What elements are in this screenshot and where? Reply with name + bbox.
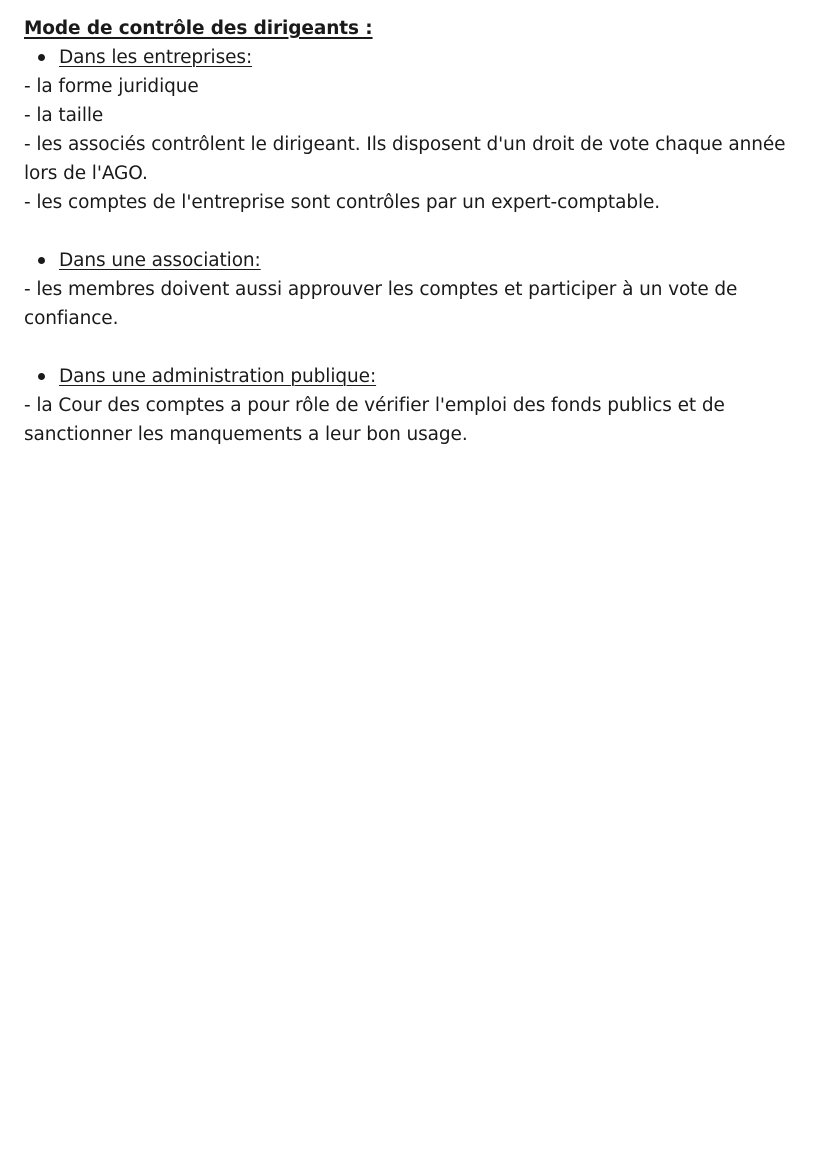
section-heading-text: Dans une administration publique: <box>59 366 377 387</box>
section-spacer <box>24 333 814 362</box>
section-heading-association <box>24 246 814 275</box>
list-item: - la Cour des comptes a pour rôle de vérifier l'emploi des fonds publics et de sanctionner les manquements a leur bon usage. <box>24 395 725 445</box>
section-heading-entreprises <box>24 43 814 72</box>
bullet-icon <box>38 54 45 61</box>
bullet-icon <box>38 257 45 264</box>
list-item: - la forme juridique <box>24 76 199 97</box>
section-heading-text: Dans les entreprises: <box>59 47 253 68</box>
section-administration <box>24 362 814 449</box>
page-title: Mode de contrôle des dirigeants : <box>24 18 373 39</box>
section-heading-text: Dans une association: <box>59 250 261 271</box>
bullet-icon <box>38 373 45 380</box>
document-page <box>24 14 814 449</box>
list-item: - la taille <box>24 105 104 126</box>
section-heading-administration <box>24 362 814 391</box>
section-spacer <box>24 217 814 246</box>
list-item: - les associés contrôlent le dirigeant. Ils disposent d'un droit de vote chaque année lors de l'AGO. <box>24 134 786 184</box>
list-item: - les comptes de l'entreprise sont contrôles par un expert-comptable. <box>24 192 661 213</box>
section-entreprises <box>24 43 814 217</box>
section-association <box>24 246 814 333</box>
list-item: - les membres doivent aussi approuver les comptes et participer à un vote de confiance. <box>24 279 738 329</box>
